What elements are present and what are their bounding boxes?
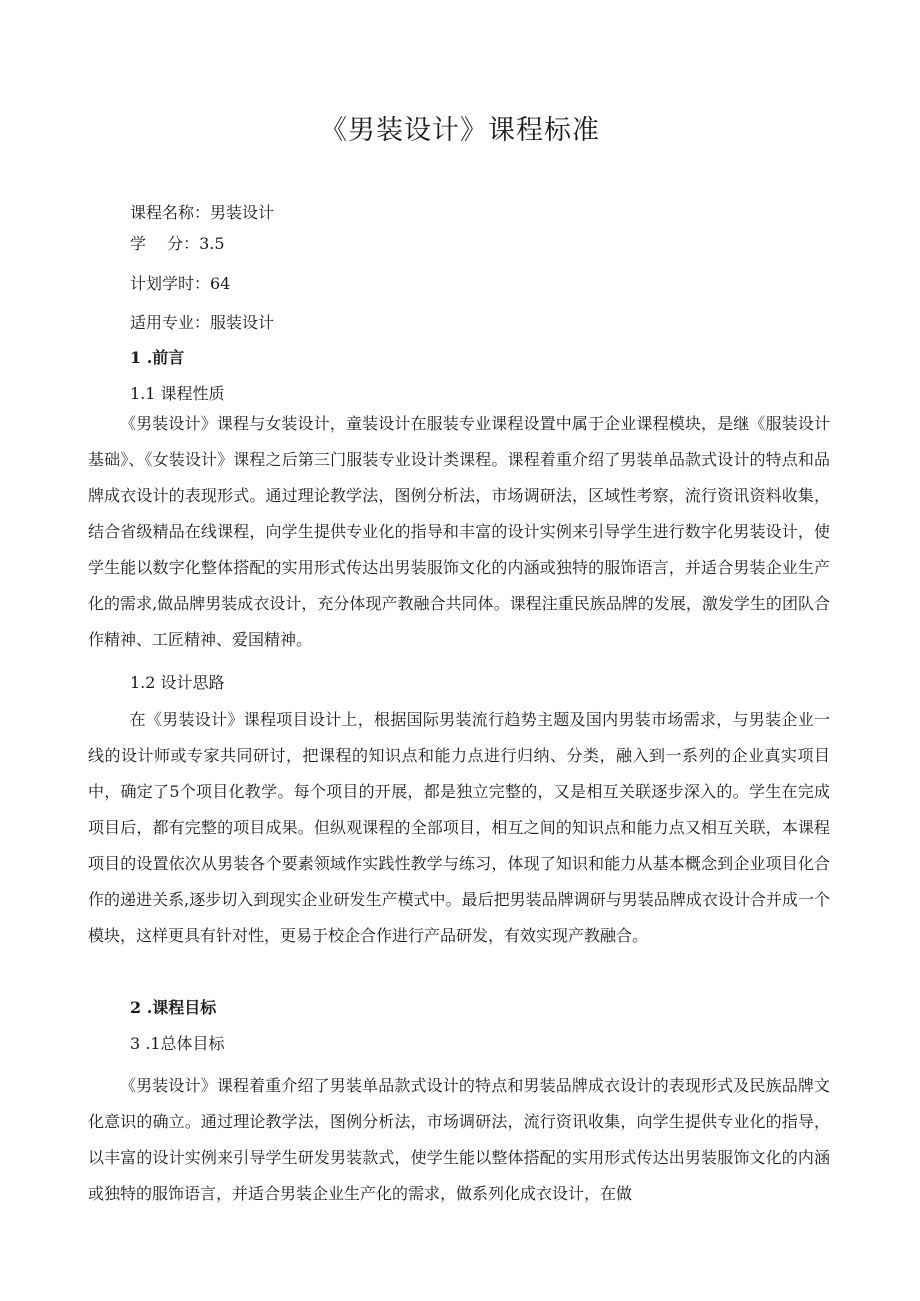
paragraph-overall-goals: 《男装设计》课程着重介绍了男装单品款式设计的特点和男装品牌成衣设计的表现形式及民族品牌文化意识的确立。通过理论教学法，图例分析法，市场调研法，流行资讯收集，向学生提供专业化的指导，以丰富的设计实例来引导学生研发男装款式，使学生能以整体搭配的实用形式传达出男装服饰文化的内涵或独特的服饰语言，并适合男装企业生产化的需求，做系列化成衣设计，在做 [88,1076,830,1203]
subheading-overall-goals: 3 .1总体目标 [130,1034,225,1053]
section-heading-preface: 1 .前言 [130,348,185,367]
document-title: 《男装设计》课程标准 [320,115,600,146]
major-line: 适用专业：服装设计 [130,313,275,332]
paragraph-course-nature: 《男装设计》课程与女装设计，童装设计在服装专业课程设置中属于企业课程模块，是继《服装设计基础》、《女装设计》课程之后第三门服装专业设计类课程。课程着重介绍了男装单品款式设计的特点和品牌成衣设计的表现形式。通过理论教学法，图例分析法，市场调研法，区域性考察，流行资讯资料收集，结合省级精品在线课程，向学生提供专业化的指导和丰富的设计实例来引导学生进行数字化男装设计，使学生能以数字化整体搭配的实用形式传达出男装服饰文化的内涵或独特的服饰语言，并适合男装企业生产化的需求,做品牌男装成衣设计，充分体现产教融合共同体。课程注重民族品牌的发展，激发学生的团队合作精神、工匠精神、爱国精神。 [88,414,830,649]
section-heading-goals: 2 .课程目标 [130,998,217,1017]
subheading-design-approach: 1.2 设计思路 [130,673,225,692]
paragraph-design-approach: 在《男装设计》课程项目设计上，根据国际男装流行趋势主题及国内男装市场需求，与男装企业一线的设计师或专家共同研讨，把课程的知识点和能力点进行归纳、分类，融入到一系列的企业真实项目中，确定了5个项目化教学。每个项目的开展，都是独立完整的，又是相互关联逐步深入的。学生在完成项目后，都有完整的项目成果。但纵观课程的全部项目，相互之间的知识点和能力点又相互关联，本课程项目的设置依次从男装各个要素领域作实践性教学与练习，体现了知识和能力从基本概念到企业项目化合作的递进关系,逐步切入到现实企业研发生产模式中。最后把男装品牌调研与男装品牌成衣设计合并成一个模块，这样更具有针对性，更易于校企合作进行产品研发，有效实现产教融合。 [88,710,830,945]
subheading-course-nature: 1.1 课程性质 [130,384,225,403]
hours-line: 计划学时：64 [130,274,231,293]
credits-line: 学 分：3.5 [130,234,225,253]
course-name-line: 课程名称：男装设计 [130,203,275,222]
